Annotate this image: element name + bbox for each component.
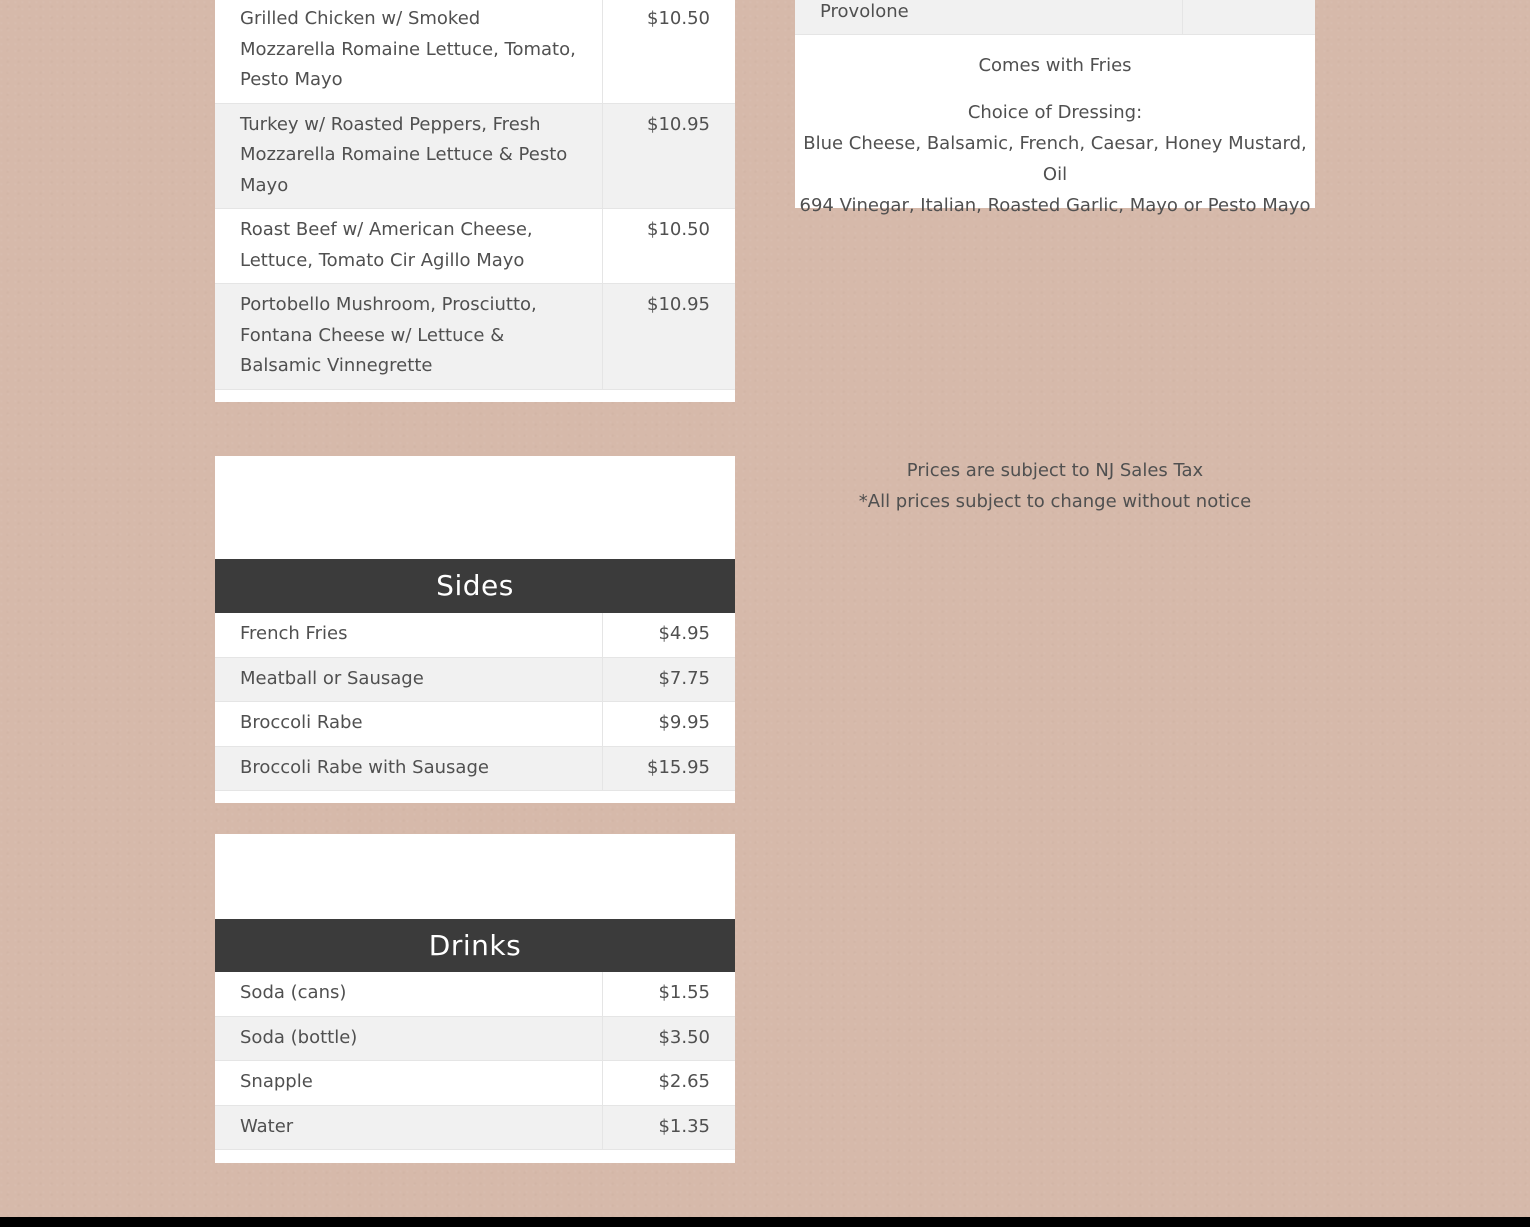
menu-item-price — [1182, 0, 1315, 35]
menu-item-name: Roast Beef w/ American Cheese, Lettuce, Tomato Cir Agillo Mayo — [215, 209, 602, 284]
card-spacer — [215, 456, 735, 559]
menu-item-price: $4.95 — [602, 613, 735, 657]
menu-item-price: $15.95 — [602, 746, 735, 791]
table-row — [215, 657, 735, 702]
menu-item-price: $2.65 — [602, 1061, 735, 1106]
table-row — [215, 209, 735, 284]
menu-item-name: Snapple — [215, 1061, 602, 1106]
menu-item-name: Portobello Mushroom, Prosciutto, Fontana Cheese w/ Lettuce & Balsamic Vinnegrette — [215, 284, 602, 390]
section-title: Drinks — [215, 919, 735, 972]
menu-item-name: Meatball or Sausage — [215, 657, 602, 702]
sides-menu-table — [215, 613, 735, 791]
wrap-notes — [795, 35, 1315, 221]
menu-item-price: $3.50 — [602, 1016, 735, 1061]
card-spacer — [215, 834, 735, 919]
table-row — [215, 1016, 735, 1061]
sandwich-menu-card — [215, 0, 735, 402]
table-row — [215, 1061, 735, 1106]
menu-item-price: $10.95 — [602, 103, 735, 209]
wrap-menu-table — [795, 0, 1315, 35]
sides-menu-card — [215, 456, 735, 803]
table-row — [215, 103, 735, 209]
drinks-menu-table — [215, 972, 735, 1150]
drinks-menu-card — [215, 834, 735, 1163]
dressing-options: Blue Cheese, Balsamic, French, Caesar, Honey Mustard, Oil — [803, 133, 1307, 185]
menu-item-price: $10.50 — [602, 209, 735, 284]
footer-bar — [0, 1217, 1530, 1227]
table-row — [215, 613, 735, 657]
menu-item-price: $1.35 — [602, 1105, 735, 1150]
table-row — [215, 1105, 735, 1150]
table-row — [215, 0, 735, 103]
menu-item-name: Grilled Chicken w/ Smoked Mozzarella Romaine Lettuce, Tomato, Pesto Mayo — [215, 0, 602, 103]
price-notes — [795, 455, 1315, 517]
sales-tax-note: Prices are subject to NJ Sales Tax — [906, 460, 1204, 481]
table-row — [795, 0, 1315, 35]
table-row — [215, 746, 735, 791]
table-row — [215, 284, 735, 390]
price-change-note: *All prices subject to change without notice — [858, 491, 1252, 512]
menu-item-name: Water — [215, 1105, 602, 1150]
table-row — [215, 702, 735, 747]
menu-item-name: Soda (bottle) — [215, 1016, 602, 1061]
menu-item-price: $1.55 — [602, 972, 735, 1016]
menu-item-name: Provolone — [795, 0, 1182, 35]
menu-item-name: Soda (cans) — [215, 972, 602, 1016]
menu-item-price: $10.50 — [602, 0, 735, 103]
dressing-options: 694 Vinegar, Italian, Roasted Garlic, Mayo or Pesto Mayo — [799, 195, 1311, 216]
menu-item-name: Broccoli Rabe — [215, 702, 602, 747]
menu-item-name: French Fries — [215, 613, 602, 657]
sandwich-menu-table — [215, 0, 735, 390]
menu-item-price: $10.95 — [602, 284, 735, 390]
dressing-label: Choice of Dressing: — [967, 102, 1143, 123]
comes-with-note: Comes with Fries — [978, 55, 1132, 76]
menu-item-price: $7.75 — [602, 657, 735, 702]
section-title: Sides — [215, 559, 735, 613]
menu-item-name: Broccoli Rabe with Sausage — [215, 746, 602, 791]
menu-item-price: $9.95 — [602, 702, 735, 747]
table-row — [215, 972, 735, 1016]
menu-item-name: Turkey w/ Roasted Peppers, Fresh Mozzarella Romaine Lettuce & Pesto Mayo — [215, 103, 602, 209]
wrap-menu-card — [795, 0, 1315, 216]
